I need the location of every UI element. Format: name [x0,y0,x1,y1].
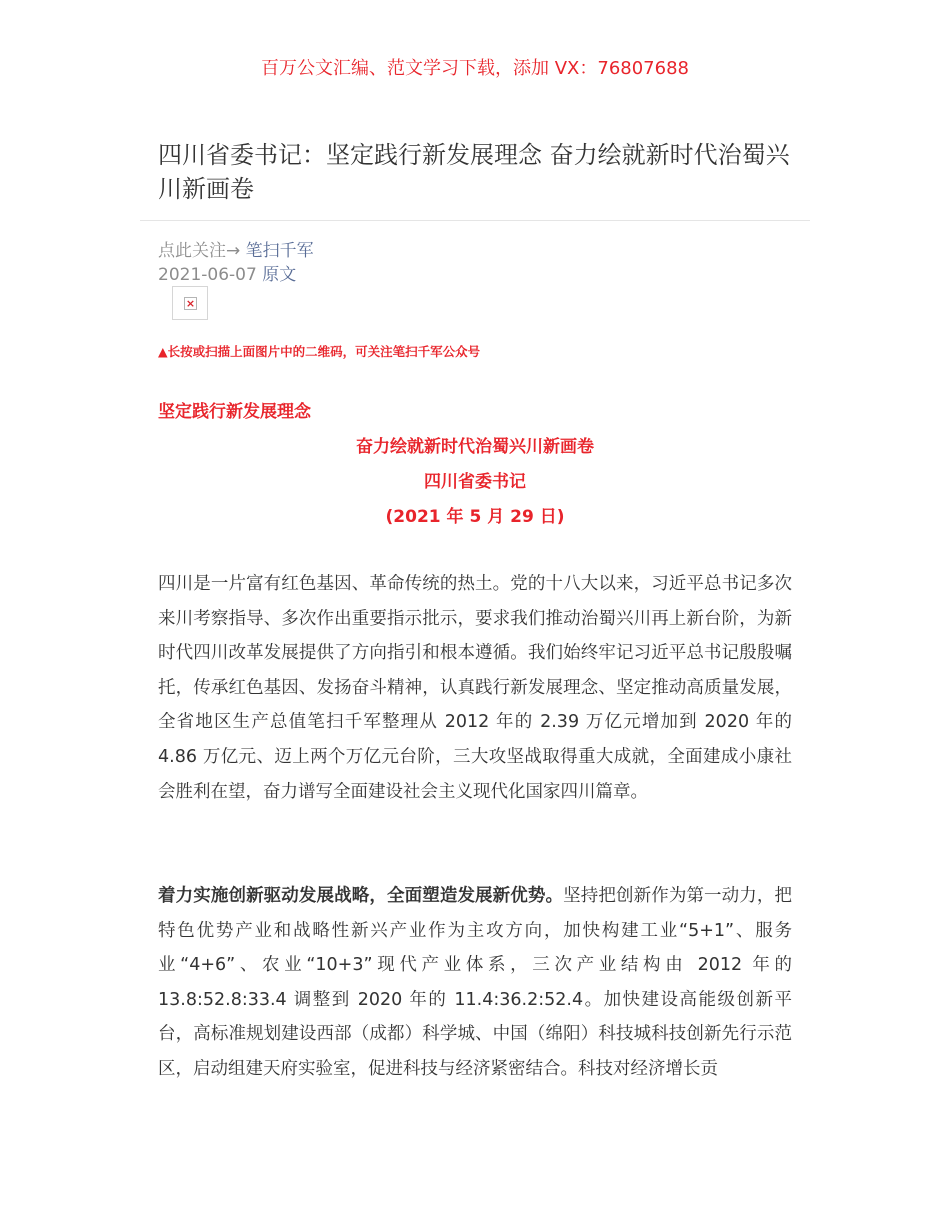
date-line [158,263,296,287]
article-title: 四川省委书记：坚定践行新发展理念 奋力绘就新时代治蜀兴川新画卷 [158,141,790,203]
paragraph-lead: 着力实施创新驱动发展战略，全面塑造发展新优势。 [158,886,564,906]
publish-date: 2021-06-07 [158,265,257,285]
broken-image-icon: × [185,297,196,310]
original-article-link[interactable]: 原文 [262,265,297,285]
qr-code-image [172,286,208,320]
article-subtitle: 奋力绘就新时代治蜀兴川新画卷 [356,437,594,457]
qr-instruction: ▲长按或扫描上面图片中的二维码，可关注笔扫千军公众号 [158,344,481,359]
follow-line [158,239,314,263]
body-paragraph: 四川是一片富有红色基因、革命传统的热土。党的十八大以来，习近平总书记多次来川考察指导、多次作出重要指示批示，要求我们推动治蜀兴川再上新台阶，为新时代四川改革发展提供了方向指引和根本遵循。我们始终牢记习近平总书记殷殷嘱托，传承红色基因、发扬奋斗精神，认真践行新发展理念、坚定推动高质量发展，全省地区生产总值笔扫千军整理从 2012 年的 2.39 万亿元增加到 2020 年的 4.86 万亿元、迈上两个万亿元台阶，三大攻坚战取得重大成就，全面建成小康社会胜利在望，奋力谱写全面建设社会主义现代化国家四川篇章。 [158,574,792,802]
follow-prefix: 点此关注→ [158,241,241,261]
section-heading: 坚定践行新发展理念 [158,402,311,422]
article-author: 四川省委书记 [424,472,526,492]
promo-banner: 百万公文汇编、范文学习下载，添加 VX：76807688 [261,58,689,79]
body-paragraph [158,879,792,1087]
article-published-date: (2021 年 5 月 29 日) [385,507,565,527]
account-name-link[interactable]: 笔扫千军 [245,241,314,261]
title-divider [140,220,810,221]
paragraph-text: 坚持把创新作为第一动力，把特色优势产业和战略性新兴产业作为主攻方向，加快构建工业“5+1”、服务业“4+6”、农业“10+3”现代产业体系，三次产业结构由 2012 年的13.8:52.8:33.4 调整到 2020 年的 11.4:36.2:52.4。加快建设高能级创新平台，高标准规划建设西部（成都）科学城、中国（绵阳）科技城科技创新先行示范区，启动组建天府实验室，促进科技与经济紧密结合。科技对经济增长贡 [158,886,793,1079]
